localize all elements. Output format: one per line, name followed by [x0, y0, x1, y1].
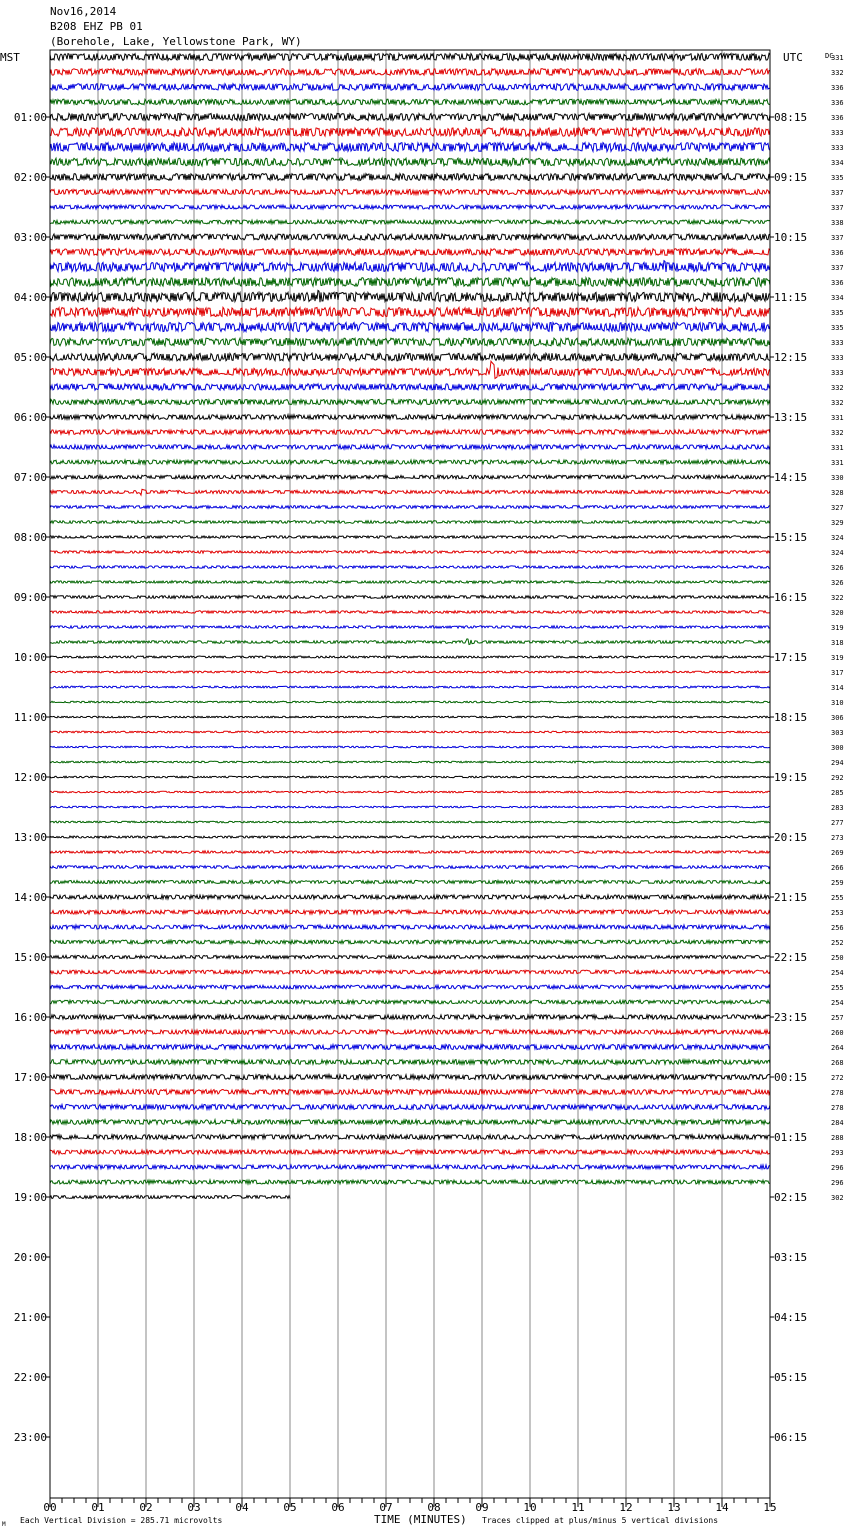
seismic-trace: [50, 940, 770, 944]
dc-offset-label: 335: [831, 174, 844, 182]
seismic-trace: [50, 970, 770, 974]
mst-hour-label: 17:00: [13, 1071, 47, 1084]
seismic-trace: [50, 249, 770, 256]
seismic-trace: [50, 1105, 770, 1110]
dc-offset-label: 318: [831, 639, 844, 647]
mst-hour-label: 23:00: [13, 1431, 47, 1444]
mst-hour-label: 08:00: [13, 531, 47, 544]
dc-offset-label: 268: [831, 1059, 844, 1067]
dc-offset-label: 329: [831, 519, 844, 527]
seismic-trace: [50, 596, 770, 599]
dc-offset-label: 336: [831, 114, 844, 122]
mst-hour-label: 20:00: [13, 1251, 47, 1264]
dc-offset-label: 278: [831, 1104, 844, 1112]
x-tick-label: 03: [187, 1501, 201, 1514]
seismic-trace: [50, 278, 770, 287]
dc-offset-label: 337: [831, 234, 844, 242]
dc-offset-label: 310: [831, 699, 844, 707]
dc-offset-label: 336: [831, 84, 844, 92]
seismic-trace: [50, 1075, 770, 1080]
seismic-trace: [50, 746, 770, 748]
mst-hour-label: 05:00: [13, 351, 47, 364]
plot-date: Nov16,2014: [50, 5, 117, 18]
seismic-trace: [50, 551, 770, 553]
seismic-traces: [50, 54, 770, 1199]
utc-hour-label: 16:15: [774, 591, 808, 604]
seismic-trace: [50, 639, 770, 645]
seismic-trace: [50, 189, 770, 194]
dc-offset-label: 336: [831, 249, 844, 257]
seismic-trace: [50, 731, 770, 733]
seismic-trace: [50, 671, 770, 673]
dc-offset-label: 277: [831, 819, 844, 827]
seismic-trace: [50, 925, 770, 929]
vertical-division-note: Each Vertical Division = 285.71 microvolts: [20, 1516, 223, 1525]
dc-offset-label: 255: [831, 894, 844, 902]
dc-offset-label: 336: [831, 279, 844, 287]
dc-offset-label: 322: [831, 594, 844, 602]
x-tick-label: 10: [523, 1501, 537, 1514]
mst-hour-label: 06:00: [13, 411, 47, 424]
utc-hour-label: 17:15: [774, 651, 808, 664]
dc-offset-label: 284: [831, 1119, 844, 1127]
dc-offset-label: 332: [831, 429, 844, 437]
seismic-trace: [50, 205, 770, 209]
dc-offset-label: 333: [831, 339, 844, 347]
utc-hour-label: 10:15: [774, 231, 808, 244]
mst-hour-label: 11:00: [13, 711, 47, 724]
seismic-trace: [50, 290, 770, 302]
dc-offset-label: 333: [831, 354, 844, 362]
x-tick-label: 00: [43, 1501, 57, 1514]
dc-offset-label: 333: [831, 129, 844, 137]
utc-hour-label: 05:15: [774, 1371, 808, 1384]
dc-offset-label: 328: [831, 489, 844, 497]
mst-hour-label: 16:00: [13, 1011, 47, 1024]
x-tick-label: 02: [139, 1501, 153, 1514]
mst-hour-label: 07:00: [13, 471, 47, 484]
seismic-trace: [50, 1030, 770, 1034]
dc-offset-label: 331: [831, 414, 844, 422]
seismic-trace: [50, 1135, 770, 1140]
mst-axis-label: MST: [0, 51, 20, 64]
seismic-trace: [50, 880, 770, 883]
seismic-trace: [50, 384, 770, 390]
dc-offset-label: 269: [831, 849, 844, 857]
x-tick-label: 08: [427, 1501, 441, 1514]
seismic-trace: [50, 128, 770, 136]
station-location: (Borehole, Lake, Yellowstone Park, WY): [50, 35, 302, 48]
mst-hour-label: 19:00: [13, 1191, 47, 1204]
minute-gridlines: [98, 50, 722, 1498]
utc-hour-label: 12:15: [774, 351, 808, 364]
dc-offset-label: 326: [831, 564, 844, 572]
dc-offset-label: 324: [831, 534, 844, 542]
seismic-trace: [50, 716, 770, 718]
seismic-trace: [50, 1000, 770, 1004]
dc-offset-label: 331: [831, 444, 844, 452]
utc-hour-label: 00:15: [774, 1071, 808, 1084]
dc-offset-label: 272: [831, 1074, 844, 1082]
dc-offset-label: 300: [831, 744, 844, 752]
footer-mark: M: [2, 1521, 6, 1528]
mst-hour-label: 03:00: [13, 231, 47, 244]
mst-hour-label: 18:00: [13, 1131, 47, 1144]
seismic-trace: [50, 566, 770, 568]
seismic-trace: [50, 174, 770, 181]
seismic-trace: [50, 158, 770, 166]
dc-offset-label: 334: [831, 294, 844, 302]
seismic-trace: [50, 460, 770, 464]
dc-offset-label: 331: [831, 459, 844, 467]
dc-offset-label: 324: [831, 549, 844, 557]
seismic-trace: [50, 506, 770, 509]
seismic-trace: [50, 415, 770, 420]
utc-hour-label: 14:15: [774, 471, 808, 484]
utc-hour-label: 06:15: [774, 1431, 808, 1444]
dc-offset-label: 337: [831, 189, 844, 197]
dc-offset-label: 320: [831, 609, 844, 617]
seismic-trace: [50, 791, 770, 793]
utc-hour-label: 19:15: [774, 771, 808, 784]
seismic-trace: [50, 1150, 770, 1154]
utc-hour-label: 02:15: [774, 1191, 808, 1204]
x-tick-label: 07: [379, 1501, 393, 1514]
dc-label: DC: [825, 52, 834, 60]
dc-offset-label: 293: [831, 1149, 844, 1157]
dc-offset-label: 333: [831, 144, 844, 152]
dc-offset-label: 332: [831, 69, 844, 77]
utc-hour-label: 23:15: [774, 1011, 808, 1024]
x-tick-label: 13: [667, 1501, 681, 1514]
mst-hour-label: 10:00: [13, 651, 47, 664]
dc-offset-label: 273: [831, 834, 844, 842]
mst-hour-label: 21:00: [13, 1311, 47, 1324]
seismic-trace: [50, 261, 770, 272]
seismic-trace: [50, 776, 770, 778]
dc-offset-label: 260: [831, 1029, 844, 1037]
mst-hour-label: 13:00: [13, 831, 47, 844]
dc-offset-label: 254: [831, 969, 844, 977]
seismic-trace: [50, 1196, 290, 1199]
axis-labels: [14, 54, 844, 1514]
mst-hour-label: 04:00: [13, 291, 47, 304]
dc-offset-label: 257: [831, 1014, 844, 1022]
utc-hour-label: 03:15: [774, 1251, 808, 1264]
seismic-trace: [50, 955, 770, 958]
dc-offset-label: 335: [831, 324, 844, 332]
seismic-trace: [50, 701, 770, 703]
seismic-trace: [50, 445, 770, 449]
dc-offset-label: 283: [831, 804, 844, 812]
seismic-trace: [50, 234, 770, 240]
seismic-trace: [50, 143, 770, 152]
dc-offset-label: 252: [831, 939, 844, 947]
mst-hour-label: 01:00: [13, 111, 47, 124]
dc-offset-label: 333: [831, 369, 844, 377]
mst-hour-label: 14:00: [13, 891, 47, 904]
x-tick-label: 14: [715, 1501, 729, 1514]
seismic-trace: [50, 361, 770, 378]
x-tick-label: 04: [235, 1501, 249, 1514]
seismic-trace: [50, 338, 770, 346]
utc-hour-label: 21:15: [774, 891, 808, 904]
dc-offset-label: 250: [831, 954, 844, 962]
dc-offset-label: 327: [831, 504, 844, 512]
dc-offset-label: 331: [831, 54, 844, 62]
dc-offset-label: 314: [831, 684, 844, 692]
dc-offset-label: 253: [831, 909, 844, 917]
seismic-trace: [50, 99, 770, 105]
utc-hour-label: 08:15: [774, 111, 808, 124]
dc-offset-label: 259: [831, 879, 844, 887]
x-tick-label: 12: [619, 1501, 633, 1514]
utc-hour-label: 22:15: [774, 951, 808, 964]
dc-offset-label: 330: [831, 474, 844, 482]
mst-hour-label: 22:00: [13, 1371, 47, 1384]
seismic-trace: [50, 761, 770, 763]
x-tick-label: 09: [475, 1501, 489, 1514]
seismic-trace: [50, 985, 770, 989]
utc-hour-label: 09:15: [774, 171, 808, 184]
utc-hour-label: 01:15: [774, 1131, 808, 1144]
dc-offset-label: 255: [831, 984, 844, 992]
dc-offset-label: 335: [831, 309, 844, 317]
seismic-trace: [50, 626, 770, 628]
utc-hour-label: 18:15: [774, 711, 808, 724]
seismic-trace: [50, 1060, 770, 1065]
seismic-trace: [50, 399, 770, 404]
seismic-trace: [50, 536, 770, 538]
dc-offset-label: 256: [831, 924, 844, 932]
dc-offset-label: 338: [831, 219, 844, 227]
dc-offset-label: 336: [831, 99, 844, 107]
seismic-trace: [50, 866, 770, 869]
dc-offset-label: 264: [831, 1044, 844, 1052]
dc-offset-label: 278: [831, 1089, 844, 1097]
seismic-trace: [50, 686, 770, 688]
seismic-trace: [50, 220, 770, 224]
utc-hour-label: 04:15: [774, 1311, 808, 1324]
mst-hour-label: 12:00: [13, 771, 47, 784]
station-id: B208 EHZ PB 01: [50, 20, 143, 33]
seismic-trace: [50, 1045, 770, 1050]
mst-hour-label: 02:00: [13, 171, 47, 184]
seismic-trace: [50, 1090, 770, 1095]
x-tick-label: 05: [283, 1501, 297, 1514]
seismic-trace: [50, 69, 770, 75]
seismic-trace: [50, 1015, 770, 1019]
utc-hour-label: 13:15: [774, 411, 808, 424]
dc-offset-label: 319: [831, 624, 844, 632]
dc-offset-label: 326: [831, 579, 844, 587]
utc-hour-label: 20:15: [774, 831, 808, 844]
seismic-trace: [50, 54, 770, 61]
dc-offset-label: 266: [831, 864, 844, 872]
x-tick-label: 06: [331, 1501, 345, 1514]
dc-offset-label: 303: [831, 729, 844, 737]
dc-offset-label: 337: [831, 204, 844, 212]
seismic-trace: [50, 851, 770, 853]
dc-offset-label: 306: [831, 714, 844, 722]
seismic-trace: [50, 611, 770, 613]
seismic-trace: [50, 489, 770, 495]
seismic-trace: [50, 821, 770, 823]
dc-offset-label: 294: [831, 759, 844, 767]
dc-offset-label: 285: [831, 789, 844, 797]
dc-offset-label: 317: [831, 669, 844, 677]
seismic-trace: [50, 910, 770, 914]
seismic-trace: [50, 430, 770, 435]
x-tick-label: 01: [91, 1501, 105, 1514]
dc-offset-label: 302: [831, 1194, 844, 1202]
seismic-trace: [50, 353, 770, 361]
seismic-trace: [50, 1165, 770, 1169]
dc-offset-label: 254: [831, 999, 844, 1007]
dc-offset-label: 296: [831, 1179, 844, 1187]
seismic-trace: [50, 895, 770, 899]
seismic-trace: [50, 323, 770, 332]
seismic-trace: [50, 1120, 770, 1125]
x-tick-label: 15: [763, 1501, 777, 1514]
dc-offset-label: 332: [831, 384, 844, 392]
seismic-trace: [50, 113, 770, 120]
seismic-trace: [50, 806, 770, 808]
dc-offset-label: 292: [831, 774, 844, 782]
utc-axis-label: UTC: [783, 51, 803, 64]
seismic-trace: [50, 1180, 770, 1184]
seismic-trace: [50, 307, 770, 316]
dc-offset-label: 337: [831, 264, 844, 272]
x-tick-label: 11: [571, 1501, 585, 1514]
seismic-trace: [50, 84, 770, 91]
dc-offset-label: 319: [831, 654, 844, 662]
dc-offset-label: 296: [831, 1164, 844, 1172]
dc-offset-label: 288: [831, 1134, 844, 1142]
seismic-trace: [50, 521, 770, 524]
mst-hour-label: 15:00: [13, 951, 47, 964]
utc-hour-label: 15:15: [774, 531, 808, 544]
mst-hour-label: 09:00: [13, 591, 47, 604]
dc-offset-label: 332: [831, 399, 844, 407]
seismic-trace: [50, 656, 770, 658]
seismic-trace: [50, 475, 770, 479]
plot-border: [50, 50, 770, 1498]
clipping-note: Traces clipped at plus/minus 5 vertical divisions: [482, 1516, 719, 1525]
seismic-trace: [50, 581, 770, 583]
utc-hour-label: 11:15: [774, 291, 808, 304]
dc-offset-label: 334: [831, 159, 844, 167]
seismic-trace: [50, 836, 770, 838]
x-axis-title: TIME (MINUTES): [374, 1513, 467, 1526]
